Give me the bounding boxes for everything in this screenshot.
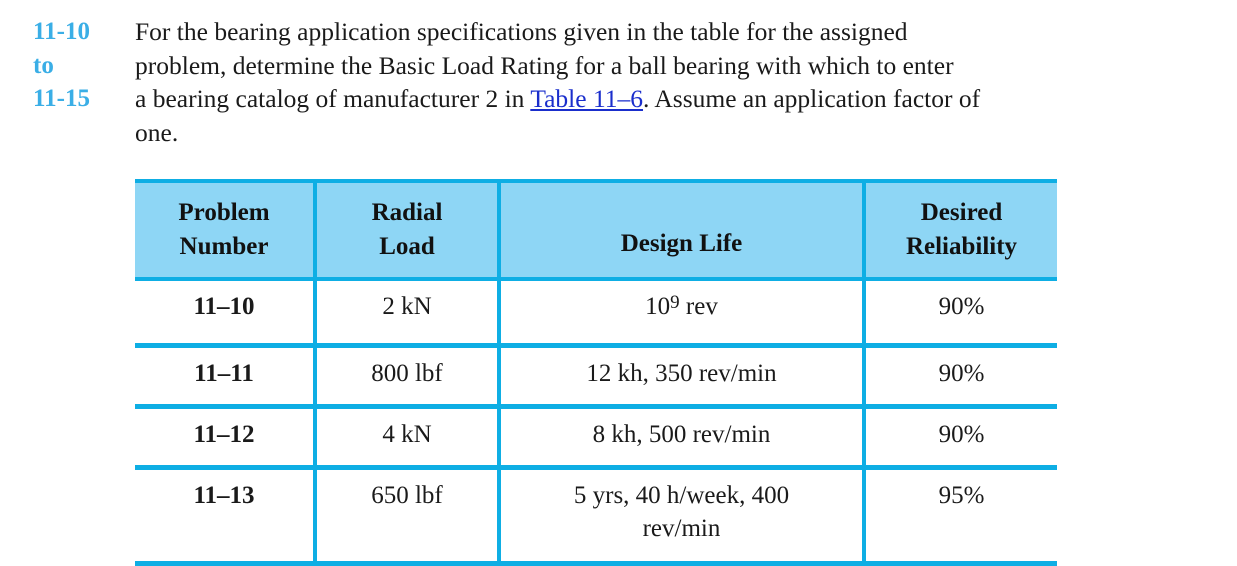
table-11-6-link[interactable]: Table 11–6 bbox=[530, 84, 644, 113]
table-row bbox=[135, 279, 1057, 345]
cell-problem-number: 11–12 bbox=[135, 406, 315, 467]
cell-radial-load: 2 kN bbox=[315, 279, 499, 345]
cell-radial-load: 650 lbf bbox=[315, 467, 499, 563]
life-exponent: 9 bbox=[670, 292, 680, 313]
cell-problem-number: 11–11 bbox=[135, 345, 315, 406]
cell-reliability: 90% bbox=[864, 279, 1057, 345]
cell-reliability: 90% bbox=[864, 345, 1057, 406]
problem-number-range bbox=[33, 15, 113, 116]
problem-number-end: 11-15 bbox=[33, 85, 90, 112]
cell-design-life: 5 yrs, 40 h/week, 400 rev/min bbox=[499, 467, 864, 563]
problem-statement bbox=[135, 15, 1135, 149]
problem-number-to: to bbox=[33, 51, 54, 79]
statement-line-4: one. bbox=[135, 117, 179, 147]
problem-number-start: 11-10 bbox=[33, 18, 90, 45]
statement-line-3-before: a bearing catalog of manufacturer 2 in bbox=[135, 84, 531, 113]
table-row bbox=[135, 345, 1057, 406]
cell-reliability: 95% bbox=[864, 467, 1057, 563]
header-desired-reliability: Desired Reliability bbox=[864, 181, 1057, 279]
statement-line-3 bbox=[135, 82, 1135, 116]
header-radial-load: Radial Load bbox=[315, 181, 499, 279]
cell-radial-load: 800 lbf bbox=[315, 345, 499, 406]
cell-design-life: 8 kh, 500 rev/min bbox=[499, 406, 864, 467]
header-problem-number: Problem Number bbox=[135, 181, 315, 279]
cell-problem-number: 11–10 bbox=[135, 279, 315, 345]
specifications-table bbox=[135, 179, 1057, 566]
table-row bbox=[135, 467, 1057, 563]
cell-design-life: $10^9$ rev bbox=[499, 279, 864, 345]
cell-radial-load: 4 kN bbox=[315, 406, 499, 467]
cell-problem-number: 11–13 bbox=[135, 467, 315, 563]
statement-line-1: For the bearing application specifications given in the table for the assigned bbox=[135, 17, 908, 46]
table-header-row bbox=[135, 181, 1057, 279]
table-row bbox=[135, 406, 1057, 467]
statement-line-2: problem, determine the Basic Load Rating for a ball bearing with which to enter bbox=[135, 50, 954, 80]
cell-design-life: 12 kh, 350 rev/min bbox=[499, 345, 864, 406]
header-design-life: Design Life bbox=[499, 181, 864, 279]
cell-reliability: 90% bbox=[864, 406, 1057, 467]
statement-line-3-after: . Assume an application factor of bbox=[643, 84, 981, 113]
